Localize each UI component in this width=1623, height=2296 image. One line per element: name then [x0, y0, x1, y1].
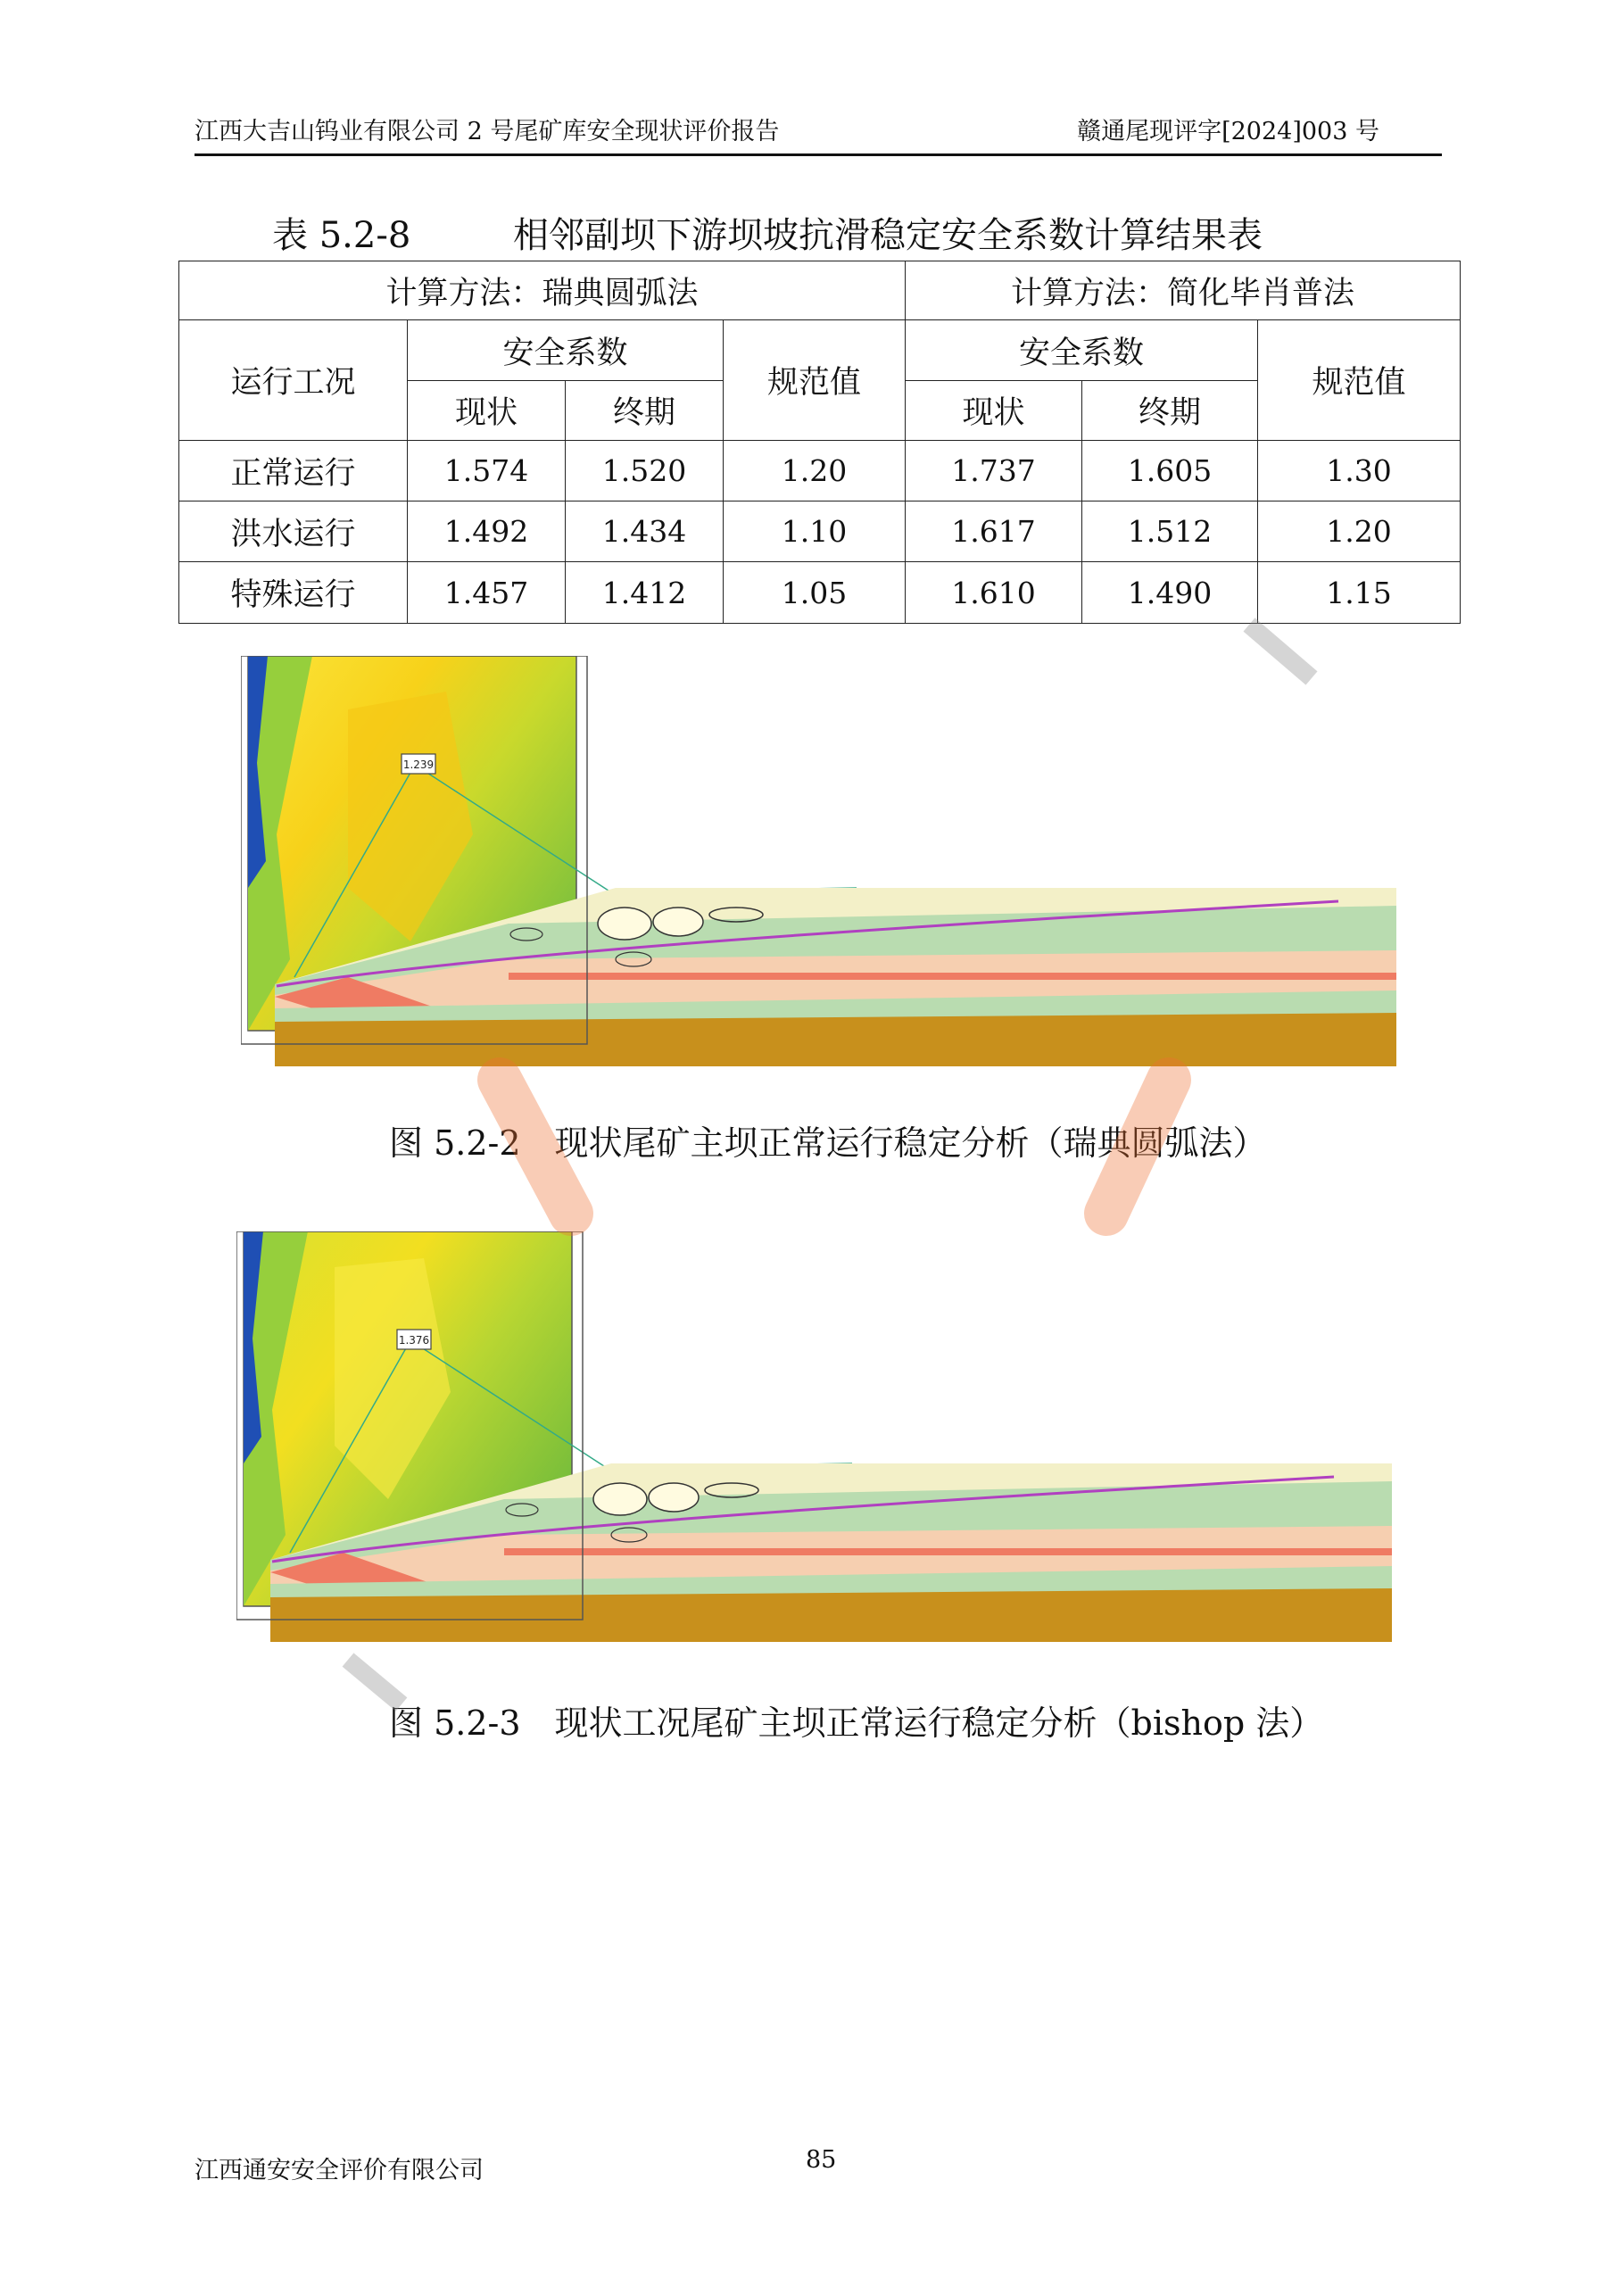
row-condition: 正常运行	[179, 441, 408, 501]
table-number: 表 5.2-8	[272, 215, 411, 256]
header-standard-swedish: 规范值	[724, 320, 906, 441]
row-condition: 特殊运行	[179, 562, 408, 624]
header-safety-factor-swedish: 安全系数	[408, 320, 724, 381]
cell-bi-standard: 1.30	[1258, 441, 1461, 501]
figure-caption-2: 图 5.2-3 现状工况尾矿主坝正常运行稳定分析（bishop 法）	[389, 1703, 1324, 1743]
header-safety-factor-bishop: 安全系数	[906, 320, 1258, 381]
cell-bi-current: 1.617	[906, 501, 1082, 562]
figure-stability-bishop	[236, 1231, 1396, 1642]
cell-sw-final: 1.520	[566, 441, 724, 501]
cell-sw-current: 1.492	[408, 501, 566, 562]
cell-bi-final: 1.605	[1082, 441, 1258, 501]
method-bishop: 计算方法：简化毕肖普法	[906, 261, 1461, 320]
cell-sw-final: 1.434	[566, 501, 724, 562]
cell-bi-current: 1.737	[906, 441, 1082, 501]
stability-diagram	[241, 656, 1401, 1066]
cell-bi-final: 1.512	[1082, 501, 1258, 562]
cell-sw-current: 1.457	[408, 562, 566, 624]
table-row	[179, 562, 1461, 624]
footer-company: 江西通安安全评价有限公司	[195, 2157, 484, 2184]
page-header	[195, 114, 1442, 156]
cell-sw-standard: 1.20	[724, 441, 906, 501]
header-report-number: 赣通尾现评字[2024]003 号	[1077, 118, 1379, 145]
cell-sw-standard: 1.10	[724, 501, 906, 562]
figure-caption-1: 图 5.2-2 现状尾矿主坝正常运行稳定分析（瑞典圆弧法）	[389, 1123, 1267, 1163]
factor-label: 1.376	[398, 1334, 430, 1347]
table-caption	[272, 207, 1263, 258]
header-standard-bishop: 规范值	[1258, 320, 1461, 441]
figure-stability-swedish	[241, 656, 1401, 1066]
method-swedish: 计算方法：瑞典圆弧法	[179, 261, 906, 320]
safety-factor-table	[178, 261, 1461, 624]
header-current-swedish: 现状	[408, 381, 566, 441]
header-final-bishop: 终期	[1082, 381, 1258, 441]
table-row	[179, 501, 1461, 562]
page-number: 85	[806, 2146, 837, 2174]
header-final-swedish: 终期	[566, 381, 724, 441]
cell-bi-current: 1.610	[906, 562, 1082, 624]
cell-bi-standard: 1.20	[1258, 501, 1461, 562]
header-current-bishop: 现状	[906, 381, 1082, 441]
factor-label: 1.239	[402, 758, 435, 771]
row-condition: 洪水运行	[179, 501, 408, 562]
cell-sw-standard: 1.05	[724, 562, 906, 624]
table-title: 相邻副坝下游坝坡抗滑稳定安全系数计算结果表	[513, 215, 1263, 256]
cell-bi-final: 1.490	[1082, 562, 1258, 624]
cell-sw-current: 1.574	[408, 441, 566, 501]
header-condition: 运行工况	[179, 320, 408, 441]
cell-sw-final: 1.412	[566, 562, 724, 624]
header-report-title: 江西大吉山钨业有限公司 2 号尾矿库安全现状评价报告	[195, 118, 780, 145]
table-row	[179, 441, 1461, 501]
stability-diagram	[236, 1231, 1396, 1642]
cell-bi-standard: 1.15	[1258, 562, 1461, 624]
